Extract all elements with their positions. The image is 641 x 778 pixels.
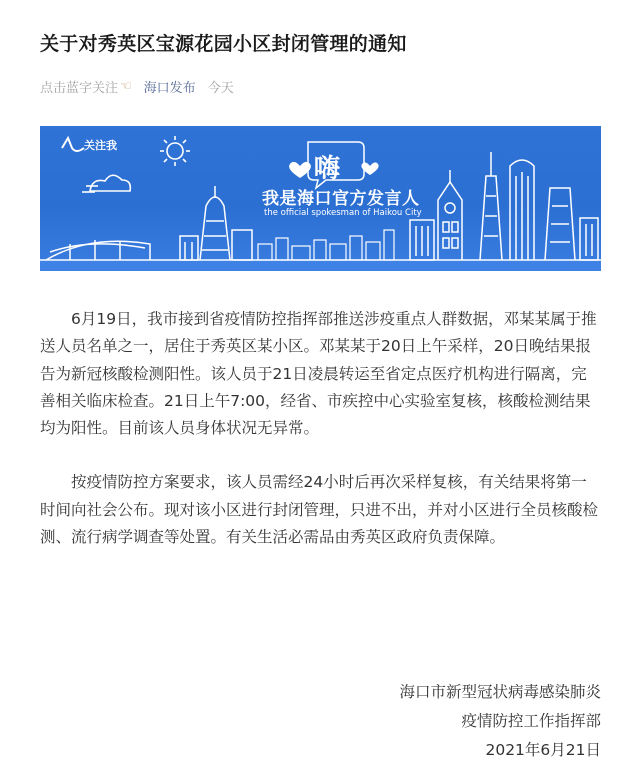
low-buildings — [258, 230, 394, 260]
article-title: 关于对秀英区宝源花园小区封闭管理的通知 — [40, 33, 407, 55]
hand-pointing-icon: ☜ — [120, 78, 132, 94]
follow-prompt[interactable]: 点击蓝字关注 — [40, 80, 119, 96]
article-body — [40, 306, 601, 551]
author-link[interactable]: 海口发布 — [143, 80, 196, 96]
arrow-swoosh-icon — [62, 138, 84, 151]
signature-block — [399, 678, 601, 765]
signature-date: 2021年6月21日 — [485, 741, 601, 759]
banner-main-text: 我是海口官方发言人 — [262, 189, 420, 209]
paragraph: 6月19日，我市接到省疫情防控指挥部推送涉疫重点人群数据，邓某某属于推送人员名单之一，居住于秀英区某小区。邓某某于20日上午采样，20日晚结果报告为新冠核酸检测阳性。该人员于21日凌晨转运至省定点医疗机构进行隔离，完善相关临床检查。21日上午7:00，经省、市疾控中心实验室复核，核酸检测结果均为阳性。目前该人员身体状况无异常。 — [40, 310, 597, 438]
banner-greeting: 嗨 — [314, 154, 341, 184]
header-banner — [40, 126, 601, 271]
tower-building — [180, 186, 252, 260]
article-meta — [40, 76, 234, 96]
banner-follow-label: 关注我 — [84, 139, 117, 152]
signature-org-line-2: 疫情防控工作指挥部 — [461, 712, 601, 730]
publish-time: 今天 — [207, 80, 234, 96]
paragraph: 按疫情防控方案要求，该人员需经24小时后再次采样复核，有关结果将第一时间向社会公布。现对该小区进行封闭管理，只进不出，并对小区进行全员核酸检测、流行病学调查等处置。有关生活必需品由秀英区政府负责保障。 — [40, 473, 599, 547]
cloud-icon — [82, 175, 130, 192]
stadium-building — [46, 240, 150, 260]
skyscraper-building — [480, 152, 598, 260]
signature-org-line-1: 海口市新型冠状病毒感染肺炎 — [399, 683, 601, 701]
banner-sub-text: the official spokesman of Haikou City — [264, 208, 422, 218]
sun-icon — [160, 136, 190, 166]
